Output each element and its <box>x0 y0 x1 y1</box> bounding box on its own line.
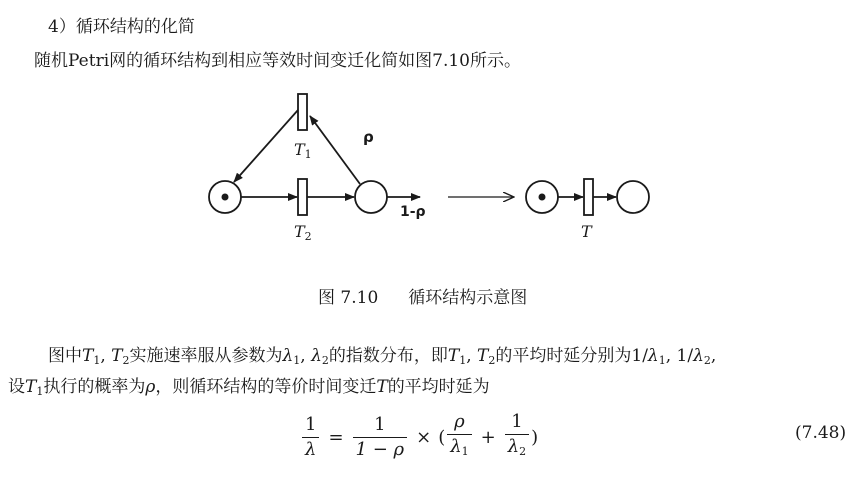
place-p2 <box>355 181 387 213</box>
equation-number: (7.48) <box>795 423 847 443</box>
label-t1: $T_1$ <box>294 140 312 161</box>
label-rho: ρ <box>363 128 374 146</box>
frac-rho-over-lambda1: $\frac{\rho}{\lambda_1}$ <box>447 412 471 462</box>
equation-7-48: $\frac{1}{\lambda}$ = $\frac{1}{1 - \rho}$ × ( $\frac{\rho}{\lambda_1}$ + $\frac{1}{\lambda_2}$ ) <box>300 412 538 462</box>
frac-lhs: $\frac{1}{\lambda}$ <box>302 415 319 460</box>
arc-p2-t1 <box>310 116 360 184</box>
caption-number: 图 7.10 <box>318 288 379 308</box>
frac-one-over-one-minus-rho: $\frac{1}{1 - \rho}$ <box>353 415 408 460</box>
body-line-2: 设$T_1$执行的概率为ρ，则循环结构的等价时间变迁T的平均时延为 <box>8 377 490 398</box>
figure-caption <box>318 283 527 308</box>
caption-text: 循环结构示意图 <box>408 288 528 308</box>
token-q1 <box>539 194 546 201</box>
label-t: T <box>581 222 592 241</box>
arc-t1-p1 <box>234 110 298 182</box>
token-p1 <box>222 194 229 201</box>
frac-one-over-lambda2: $\frac{1}{\lambda_2}$ <box>505 412 529 462</box>
body-line-1: 图中$T_1$, $T_2$实施速率服从参数为$\lambda_1$, $\lambda_2$的指数分布，即$T_1$, $T_2$的平均时延分别为$1/\lambda_1$, $1/\lambda_2$, <box>48 346 717 367</box>
transition-t2 <box>298 179 307 215</box>
transition-t <box>584 179 593 215</box>
section-heading: 4）循环结构的化简 <box>48 17 195 37</box>
label-t2: $T_2$ <box>294 222 312 243</box>
place-q2 <box>617 181 649 213</box>
label-one-minus-rho: 1-ρ <box>400 204 426 220</box>
intro-paragraph: 随机Petri网的循环结构到相应等效时间变迁化简如图7.10所示。 <box>34 51 521 71</box>
transition-t1 <box>298 94 307 130</box>
